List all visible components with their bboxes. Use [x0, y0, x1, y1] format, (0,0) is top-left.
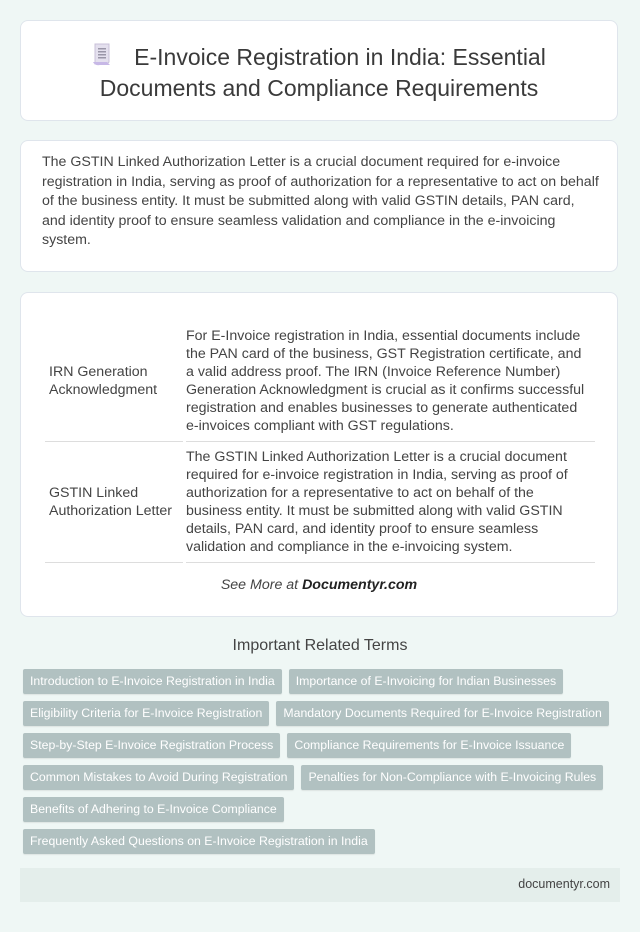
related-tag[interactable]: Penalties for Non-Compliance with E-Invoicing Rules [301, 765, 603, 790]
footer-site-link[interactable]: documentyr.com [518, 877, 610, 891]
table-term: IRN Generation Acknowledgment [45, 321, 183, 442]
related-tag[interactable]: Mandatory Documents Required for E-Invoice Registration [276, 701, 609, 726]
footer [20, 868, 620, 902]
related-tag[interactable]: Importance of E-Invoicing for Indian Businesses [289, 669, 563, 694]
documents-table [42, 321, 598, 563]
table-description: The GSTIN Linked Authorization Letter is a crucial document required for e-invoice registration in India, serving as proof of authorization for a representative to act on behalf of the business entity. It must be submitted along with valid GSTIN details, PAN card, and identity proof to ensure seamless validation and compliance in the e-invoicing system. [186, 442, 595, 563]
related-tag[interactable]: Frequently Asked Questions on E-Invoice Registration in India [23, 829, 375, 854]
table-term: GSTIN Linked Authorization Letter [45, 442, 183, 563]
documents-table-card [20, 292, 618, 617]
see-more-prefix: See More at [220, 577, 303, 593]
related-terms-heading: Important Related Terms [232, 637, 408, 654]
related-tag[interactable]: Eligibility Criteria for E-Invoice Registration [23, 701, 269, 726]
page-title-text: E-Invoice Registration in India: Essential Documents and Compliance Requirements [99, 44, 546, 101]
table-row [45, 442, 595, 563]
intro-card [20, 140, 618, 272]
see-more [21, 577, 617, 593]
intro-paragraph: The GSTIN Linked Authorization Letter is a crucial document required for e-invoice registration in India, serving as proof of authorization for a representative to act on behalf of the business entity. It must be submitted along with valid GSTIN details, PAN card, and identity proof to ensure seamless validation and compliance in the e-invoicing system. [42, 154, 599, 248]
title-card [20, 20, 618, 121]
page-title [21, 43, 617, 103]
table-row [45, 321, 595, 442]
related-tag[interactable]: Compliance Requirements for E-Invoice Issuance [287, 733, 571, 758]
related-tag[interactable]: Common Mistakes to Avoid During Registration [23, 765, 294, 790]
related-terms-tags [23, 669, 617, 861]
receipt-document-icon [92, 43, 112, 74]
related-tag[interactable]: Step-by-Step E-Invoice Registration Process [23, 733, 280, 758]
related-tag[interactable]: Introduction to E-Invoice Registration in India [23, 669, 282, 694]
related-tag[interactable]: Benefits of Adhering to E-Invoice Compliance [23, 797, 284, 822]
see-more-link[interactable]: Documentyr.com [302, 577, 418, 593]
table-description: For E-Invoice registration in India, essential documents include the PAN card of the business, GST Registration certificate, and a valid address proof. The IRN (Invoice Reference Number) Generation Acknowledgment is crucial as it confirms successful registration and enables businesses to generate authenticated e-invoices compliant with GST regulations. [186, 321, 595, 442]
